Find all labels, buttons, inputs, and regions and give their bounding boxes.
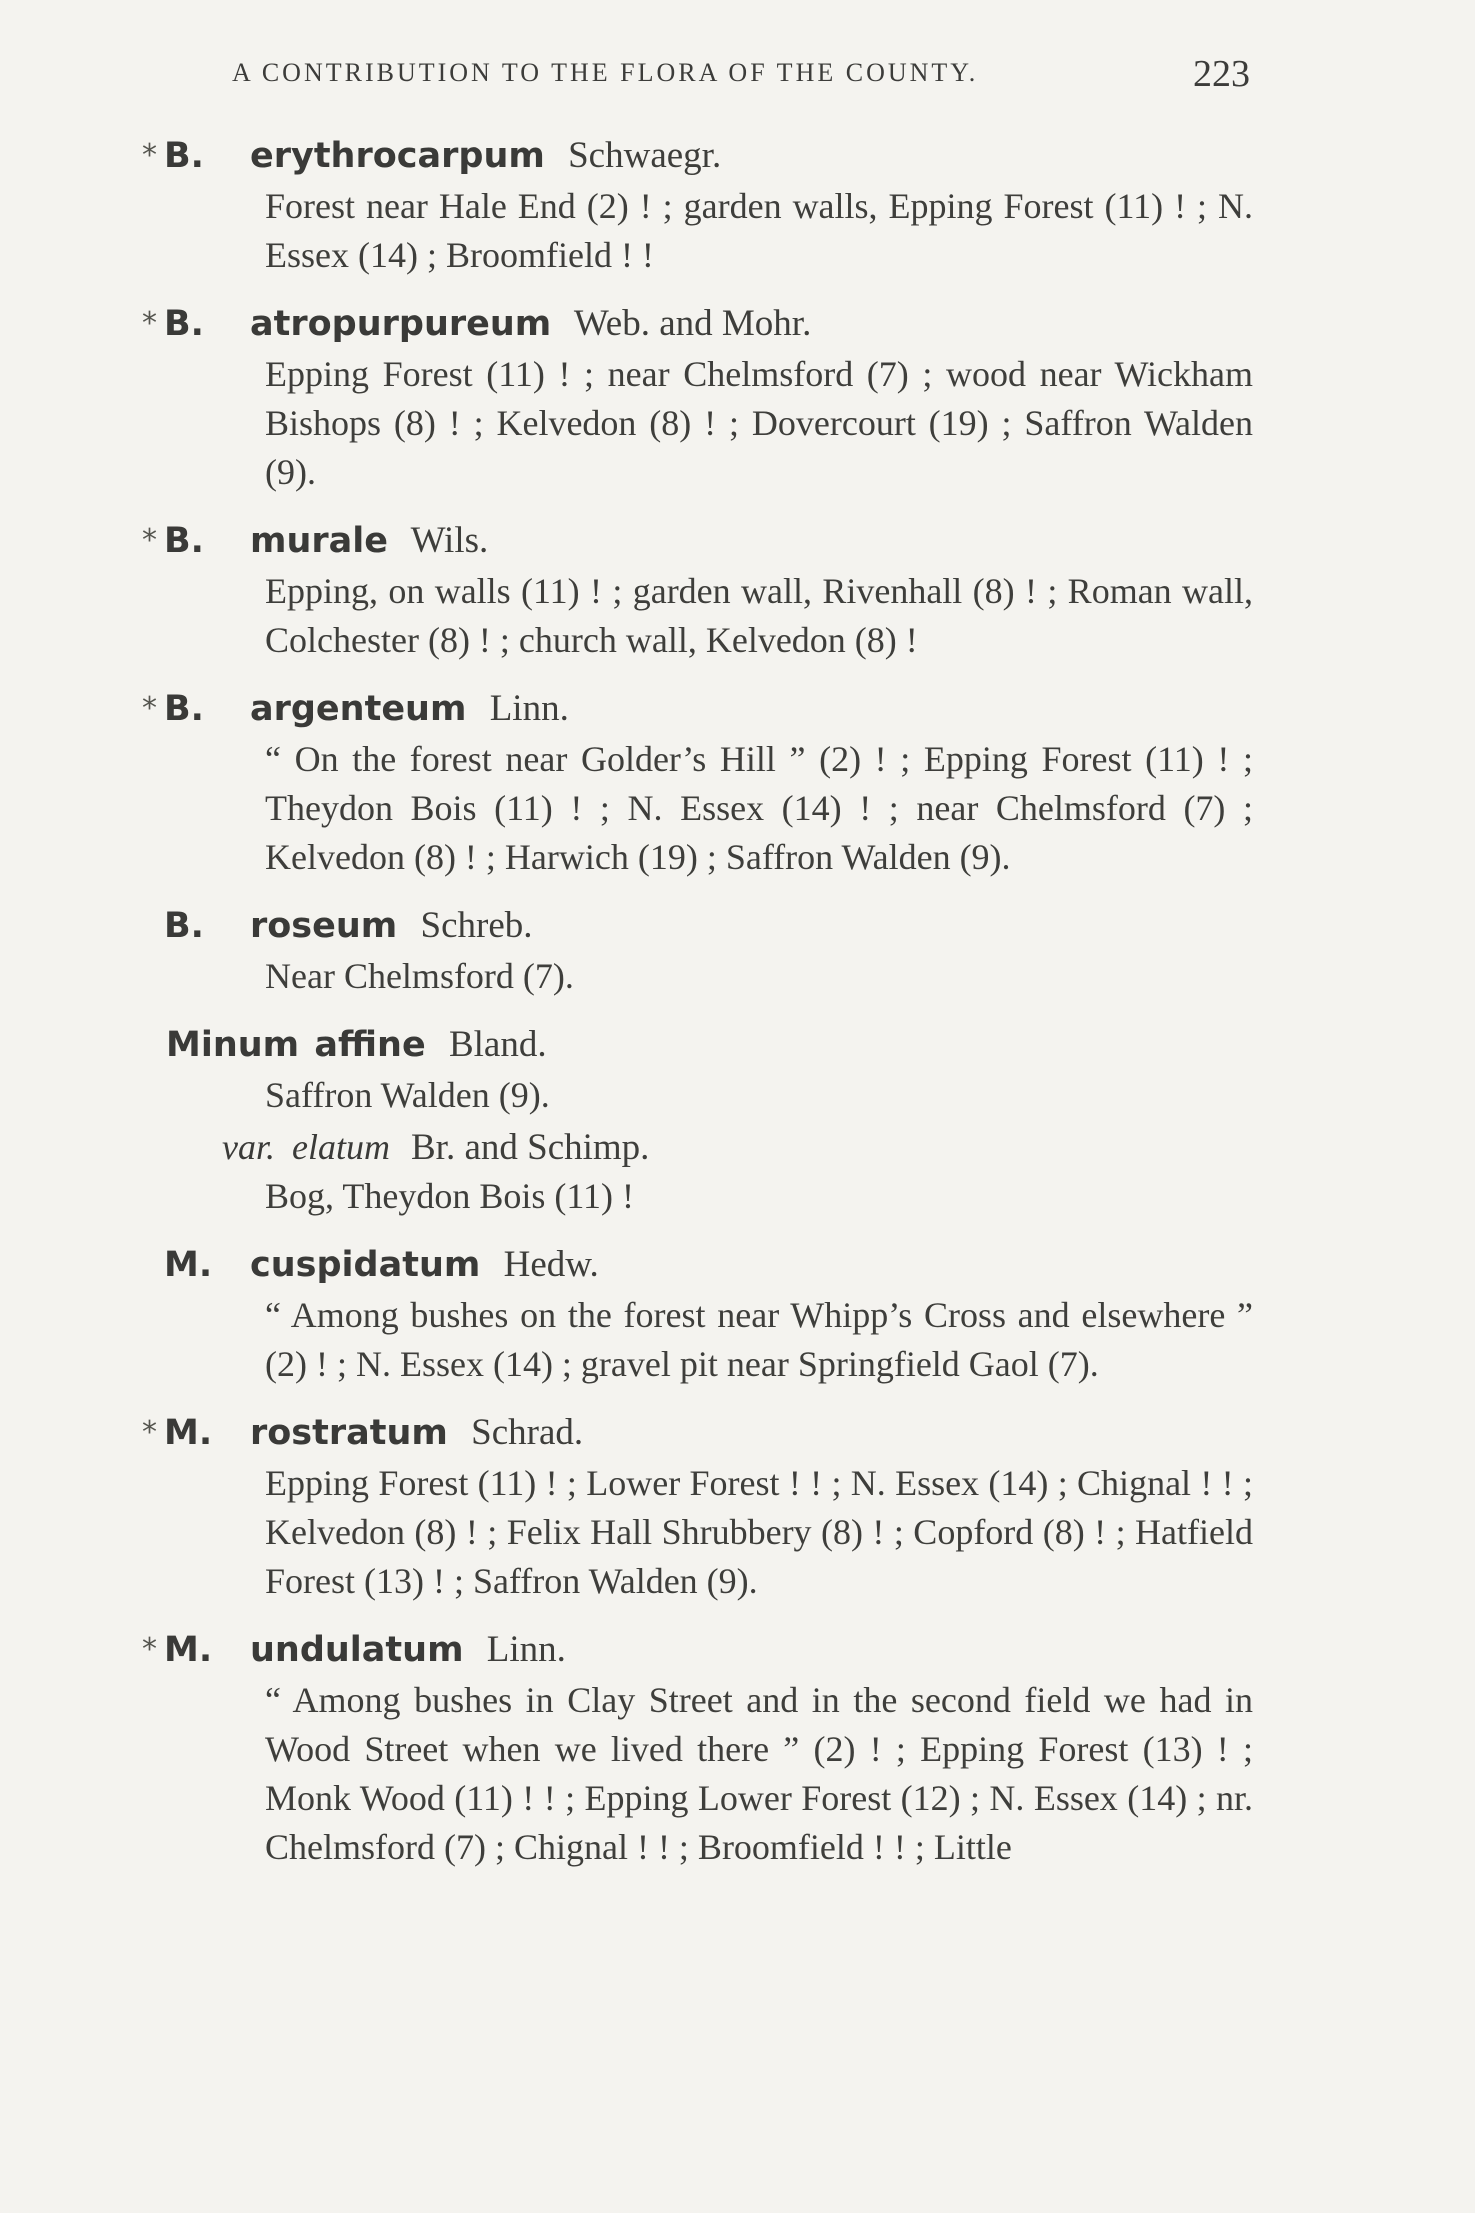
running-title: A CONTRIBUTION TO THE FLORA OF THE COUNTY. bbox=[232, 58, 979, 87]
species-heading bbox=[0, 1407, 1475, 1459]
genus-abbreviation: M. bbox=[164, 1413, 213, 1453]
species-author: Schrad. bbox=[471, 1412, 584, 1453]
species-epithet: argenteum bbox=[250, 689, 467, 729]
species-epithet: roseum bbox=[250, 906, 398, 946]
species-author: Wils. bbox=[410, 520, 489, 561]
asterisk-marker: * bbox=[142, 691, 157, 726]
species-heading bbox=[0, 1239, 1475, 1291]
genus-abbreviation: M. bbox=[164, 1245, 213, 1285]
genus-abbreviation: B. bbox=[164, 521, 204, 561]
species-list bbox=[0, 130, 1475, 1890]
species-author: Web. and Mohr. bbox=[573, 303, 812, 344]
running-header bbox=[232, 52, 1262, 100]
species-heading bbox=[0, 683, 1475, 735]
species-entry bbox=[0, 298, 1475, 497]
species-entry bbox=[0, 1019, 1475, 1221]
locality-text: “ On the forest near Golder’s Hill ” (2) ! ; Epping Forest (11) ! ; Theydon Bois (11) ! ; N. Essex (14) ! ; near Chelmsford (7) ; Kelvedon (8) ! ; Harwich (19) ; Saffron Walden (9). bbox=[265, 739, 1253, 877]
genus-abbreviation: B. bbox=[164, 136, 204, 176]
locality-text: Epping Forest (11) ! ; near Chelmsford (7) ; wood near Wickham Bishops (8) ! ; Kelvedon (8) ! ; Dovercourt (19) ; Saffron Walden (9). bbox=[265, 354, 1253, 492]
species-entry bbox=[0, 1624, 1475, 1872]
species-heading bbox=[0, 130, 1475, 182]
locality-text: Epping Forest (11) ! ; Lower Forest ! ! ; N. Essex (14) ; Chignal ! ! ; Kelvedon (8) ! ; Felix Hall Shrubbery (8) ! ; Copford (8) ! ; Hatfield Forest (13) ! ; Saffron Walden (9). bbox=[265, 1463, 1253, 1601]
species-entry bbox=[0, 900, 1475, 1001]
asterisk-marker: * bbox=[142, 1415, 157, 1450]
genus-abbreviation: B. bbox=[164, 906, 204, 946]
species-heading bbox=[0, 1624, 1475, 1676]
genus-abbreviation: B. bbox=[164, 304, 204, 344]
species-heading bbox=[0, 1019, 1475, 1071]
locality-text: “ Among bushes on the forest near Whipp’s Cross and elsewhere ” (2) ! ; N. Essex (14) ; gravel pit near Springfield Gaol (7). bbox=[265, 1295, 1253, 1384]
page-number: 223 bbox=[1193, 53, 1250, 95]
asterisk-marker: * bbox=[142, 138, 157, 173]
species-entry bbox=[0, 1407, 1475, 1606]
species-heading bbox=[0, 900, 1475, 952]
variety-author: Br. and Schimp. bbox=[410, 1127, 650, 1168]
asterisk-marker: * bbox=[142, 523, 157, 558]
species-heading bbox=[0, 515, 1475, 567]
species-epithet: atropurpureum bbox=[250, 304, 552, 344]
asterisk-marker: * bbox=[142, 1632, 157, 1667]
species-author: Linn. bbox=[489, 688, 569, 729]
species-author: Hedw. bbox=[503, 1244, 599, 1285]
locality-text: Forest near Hale End (2) ! ; garden walls, Epping Forest (11) ! ; N. Essex (14) ; Broomfield ! ! bbox=[265, 186, 1253, 275]
species-entry bbox=[0, 1239, 1475, 1389]
species-epithet: cuspidatum bbox=[250, 1245, 481, 1285]
species-heading bbox=[0, 298, 1475, 350]
species-entry bbox=[0, 130, 1475, 280]
species-epithet: undulatum bbox=[250, 1630, 464, 1670]
variety-name: elatum bbox=[292, 1127, 390, 1167]
locality-text: Epping, on walls (11) ! ; garden wall, Rivenhall (8) ! ; Roman wall, Colchester (8) ! ; church wall, Kelvedon (8) ! bbox=[265, 571, 1253, 660]
species-entry bbox=[0, 683, 1475, 882]
locality-text: Near Chelmsford (7). bbox=[265, 956, 574, 996]
species-author: Linn. bbox=[486, 1629, 566, 1670]
locality-text: “ Among bushes in Clay Street and in the second field we had in Wood Street when we lived there ” (2) ! ; Epping Forest (13) ! ; Monk Wood (11) ! ! ; Epping Lower Forest (12) ; N. Essex (14) ; nr. Chelmsford (7) ; Chignal ! ! ; Broomfield ! ! ; Little bbox=[265, 1680, 1253, 1867]
species-epithet: affine bbox=[314, 1025, 426, 1065]
species-author: Schwaegr. bbox=[568, 135, 722, 176]
species-epithet: rostratum bbox=[250, 1413, 448, 1453]
genus-abbreviation: M. bbox=[164, 1630, 213, 1670]
locality-text: Saffron Walden (9). bbox=[265, 1075, 550, 1115]
species-epithet: erythrocarpum bbox=[250, 136, 545, 176]
asterisk-marker: * bbox=[142, 306, 157, 341]
genus-abbreviation: B. bbox=[164, 689, 204, 729]
variety-label: var. bbox=[222, 1127, 275, 1167]
species-author: Bland. bbox=[448, 1024, 547, 1065]
species-entry bbox=[0, 515, 1475, 665]
species-author: Schreb. bbox=[420, 905, 533, 946]
variety-locality-text: Bog, Theydon Bois (11) ! bbox=[265, 1176, 634, 1216]
genus-name: Minum bbox=[166, 1025, 300, 1065]
variety-heading bbox=[222, 1122, 1475, 1172]
species-epithet: murale bbox=[250, 521, 389, 561]
